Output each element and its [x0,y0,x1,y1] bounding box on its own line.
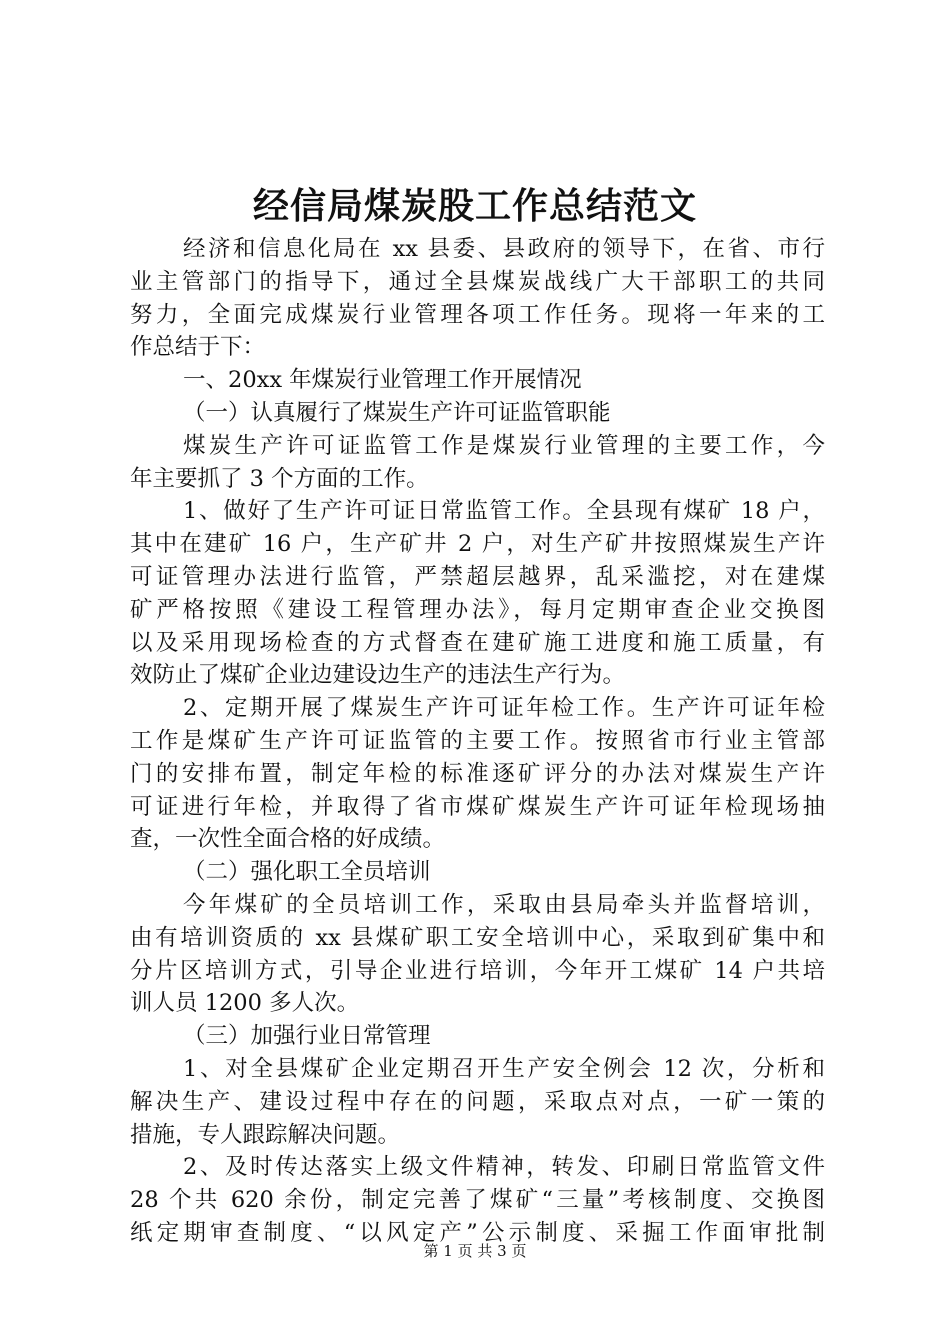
text-line: 其中在建矿 16 户，生产矿井 2 户，对生产矿井按照煤炭生产许 [130,531,825,558]
text-line: 年主要抓了 3 个方面的工作。 [130,465,429,492]
text-line: 工作是煤矿生产许可证监管的主要工作。按照省市行业主管部 [130,727,825,754]
text-line: 可证进行年检，并取得了省市煤矿煤炭生产许可证年检现场抽 [130,793,825,820]
text-line: 查，一次性全面合格的好成绩。 [130,826,446,853]
text-line: 训人员 1200 多人次。 [130,990,360,1017]
text-line: 经济和信息化局在 xx 县委、县政府的领导下，在省、市行 [183,236,825,262]
text-line: 2、定期开展了煤炭生产许可证年检工作。生产许可证年检 [183,695,825,722]
text-line: （三）加强行业日常管理 [183,1023,431,1050]
text-line: 作总结于下： [130,334,266,361]
text-line: 1、做好了生产许可证日常监管工作。全县现有煤矿 18 户， [183,498,825,525]
text-line: 效防止了煤矿企业边建设边生产的违法生产行为。 [130,662,626,689]
text-line: 矿严格按照《建设工程管理办法》，每月定期审查企业交换图 [130,596,825,623]
text-line: 分片区培训方式，引导企业进行培训，今年开工煤矿 14 户共培 [130,957,825,984]
text-line: 解决生产、建设过程中存在的问题，采取点对点，一矿一策的 [130,1088,825,1115]
text-line: 以及采用现场检查的方式督查在建矿施工进度和施工质量，有 [130,629,825,656]
text-line: 2、及时传达落实上级文件精神，转发、印刷日常监管文件 [183,1154,825,1181]
text-line: 可证管理办法进行监管，严禁超层越界，乱采滥挖，对在建煤 [130,563,825,590]
document-body [130,233,825,1250]
text-line: 纸定期审查制度、“以风定产”公示制度、采掘工作面审批制 [130,1219,825,1246]
page-footer: 第 1 页 共 3 页 [423,1242,527,1260]
text-line: （一）认真履行了煤炭生产许可证监管职能 [183,399,611,426]
text-line: 努力，全面完成煤炭行业管理各项工作任务。现将一年来的工 [130,301,825,328]
text-line: 措施，专人跟踪解决问题。 [130,1121,401,1148]
text-line: 门的安排布置，制定年检的标准逐矿评分的办法对煤炭生产许 [130,760,825,787]
text-line: 28 个共 620 余份，制定完善了煤矿“三量”考核制度、交换图 [130,1187,825,1214]
text-line: 1、对全县煤矿企业定期召开生产安全例会 12 次，分析和 [183,1055,825,1082]
text-line: 今年煤矿的全员培训工作，采取由县局牵头并监督培训， [183,891,825,918]
text-line: 由有培训资质的 xx 县煤矿职工安全培训中心，采取到矿集中和 [130,924,825,951]
document-title: 经信局煤炭股工作总结范文 [252,185,697,227]
text-line: 煤炭生产许可证监管工作是煤炭行业管理的主要工作，今 [183,432,825,459]
text-line: 一、20xx 年煤炭行业管理工作开展情况 [183,367,582,394]
text-line: （二）强化职工全员培训 [183,859,431,886]
text-line: 业主管部门的指导下，通过全县煤炭战线广大干部职工的共同 [130,268,825,295]
